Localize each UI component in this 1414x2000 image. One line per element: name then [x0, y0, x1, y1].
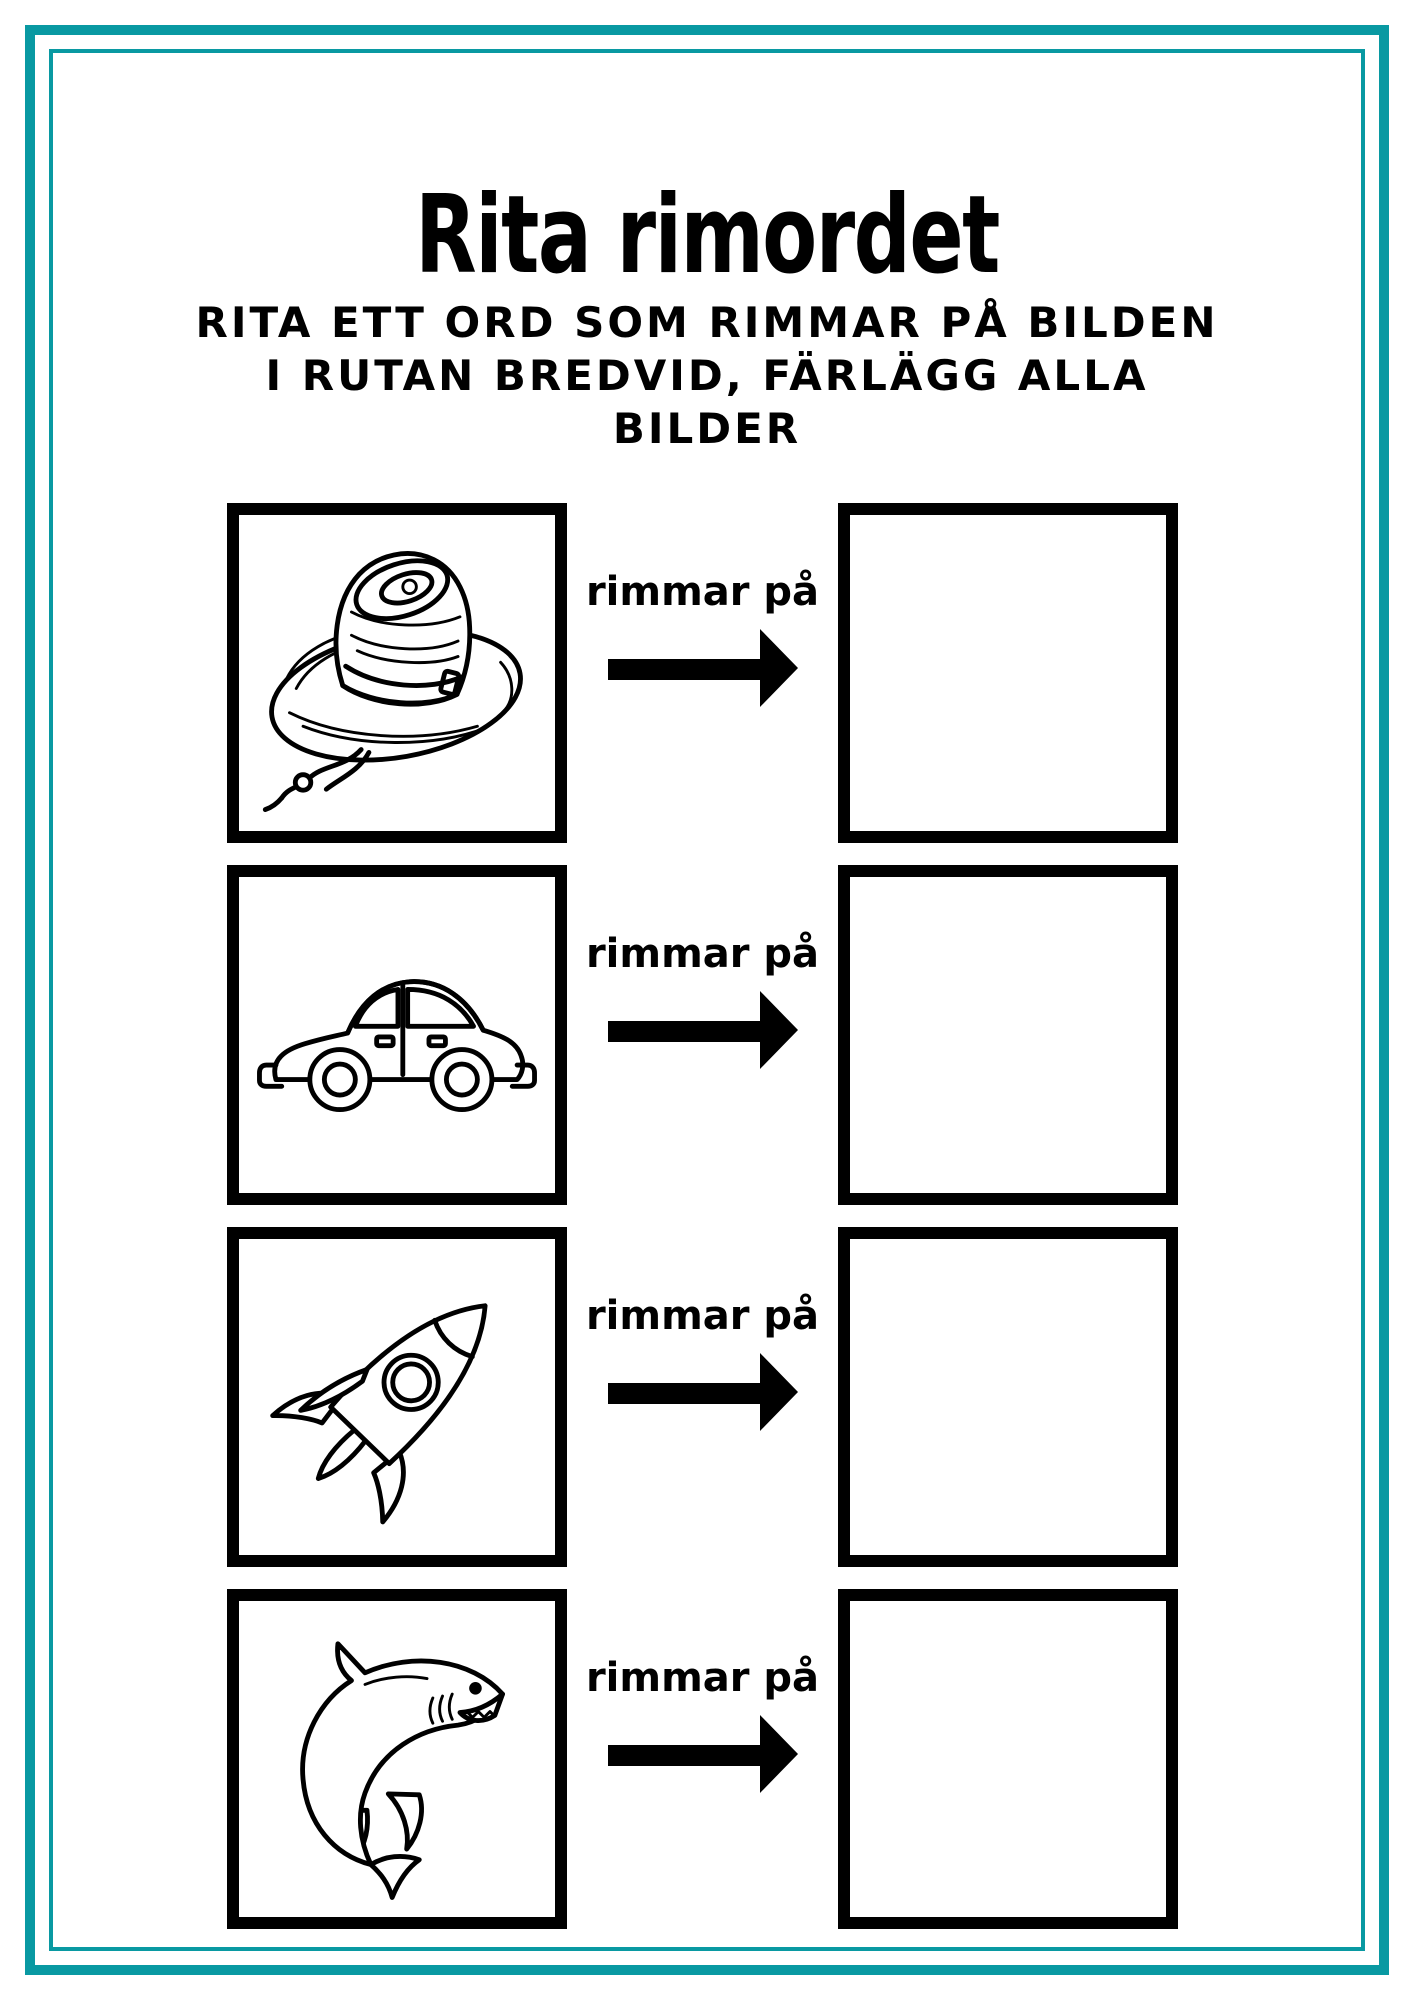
- right-arrow-icon: [608, 629, 798, 707]
- right-arrow-icon: [608, 1715, 798, 1793]
- worksheet-row-shark: [0, 1589, 1414, 1929]
- shark-icon: [243, 1605, 551, 1913]
- source-image-box: [227, 1589, 567, 1929]
- subtitle-line-3: BILDER: [612, 404, 802, 453]
- right-arrow-icon: [608, 1353, 798, 1431]
- right-arrow-icon: [608, 991, 798, 1069]
- subtitle-line-2: I RUTAN BREDVID, FÄRLÄGG ALLA: [265, 351, 1149, 400]
- answer-drawing-box: [838, 1589, 1178, 1929]
- source-image-box: [227, 503, 567, 843]
- answer-drawing-box: [838, 503, 1178, 843]
- car-icon: [243, 881, 551, 1189]
- rhymes-with-label: rimmar på: [585, 931, 820, 977]
- page-subtitle: [0, 296, 1414, 455]
- rhymes-with-label: rimmar på: [585, 1655, 820, 1701]
- rhymes-with-label: rimmar på: [585, 569, 820, 615]
- rhymes-with-label: rimmar på: [585, 1293, 820, 1339]
- page-title: Rita rimordet: [415, 173, 999, 298]
- worksheet-row-rocket: [0, 1227, 1414, 1567]
- worksheet-row-car: [0, 865, 1414, 1205]
- answer-drawing-box: [838, 1227, 1178, 1567]
- source-image-box: [227, 865, 567, 1205]
- answer-drawing-box: [838, 865, 1178, 1205]
- rocket-icon: [243, 1243, 551, 1551]
- subtitle-line-1: RITA ETT ORD SOM RIMMAR PÅ BILDEN: [195, 298, 1219, 347]
- source-image-box: [227, 1227, 567, 1567]
- straw-hat-icon: [243, 519, 551, 827]
- worksheet-row-hat: [0, 503, 1414, 843]
